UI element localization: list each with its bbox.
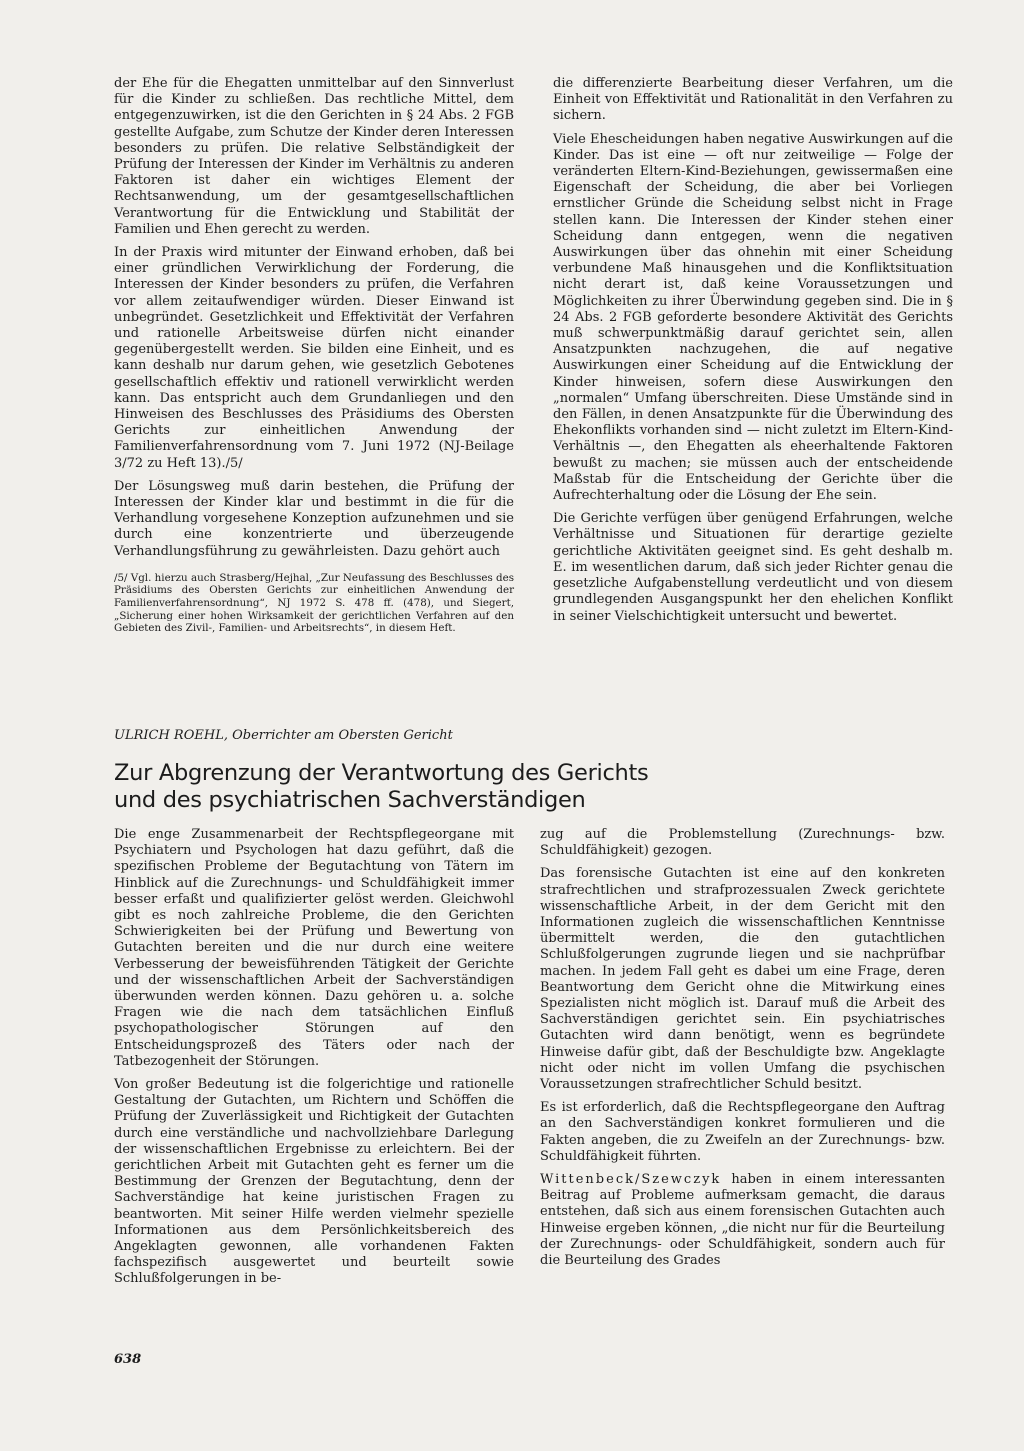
paragraph: Die Gerichte verfügen über genügend Erfahrungen, welche Verhältnisse und Situationen für derartige gezielte gerichtliche Aktivitäten geeignet sind. Es geht deshalb m. E. im wesentlichen darum, daß sich jeder Richter genau die gesetzliche Aufgabenstellung verdeutlicht und von diesem grundlegenden Ausgangspunkt her den ehelichen Konflikt in seiner Vielschichtigkeit untersucht und bewertet. [553,511,953,624]
article-right-column [540,827,945,1276]
footnote-text: /5/ Vgl. hierzu auch Strasberg/Hejhal, „Zur Neufassung des Beschlusses des Präsidiums des Obersten Gerichts zur einheitlichen Anwendung der Familienverfahrensordnung“, NJ 1972 S. 478 ff. (478), und Siegert, „Sicherung einer hohen Wirksamkeit der gerichtlichen Verfahren auf den Gebieten des Zivil-, Familien- und Arbeitsrechts“, in diesem Heft. [114,571,514,635]
paragraph: Viele Ehescheidungen haben negative Auswirkungen auf die Kinder. Das ist eine — oft nur zeitweilige — Folge der veränderten Eltern-Kind-Beziehungen, gewissermaßen eine Eigenschaft der Scheidung, die aber bei Vorliegen ernstlicher Gründe die Scheidung selbst nicht in Frage stellen kann. Die Interessen der Kinder stehen einer Scheidung dann entgegen, wenn die negativen Auswirkungen über das ohnehin mit einer Scheidung verbundene Maß hinausgehen und die Konfliktsituation nicht derart ist, daß keine Voraussetzungen und Möglichkeiten zu ihrer Überwindung gegeben sind. Die in § 24 Abs. 2 FGB geforderte besondere Aktivität des Gerichts muß schwerpunktmäßig darauf gerichtet sein, allen Ansatzpunkten nachzugehen, die auf negative Auswirkungen einer Scheidung auf die Entwicklung der Kinder hinweisen, sofern diese Auswirkungen den „normalen“ Umfang überschreiten. Diese Umstände sind in den Fällen, in denen Ansatzpunkte für die Überwindung des Ehekonflikts vorhanden sind — nicht zuletzt im Eltern-Kind-Verhältnis —, den Ehegatten als eheerhaltende Faktoren bewußt zu machen; sie müssen auch der entscheidende Maßstab für die Entscheidung der Gerichte über die Aufrechterhaltung oder die Lösung der Ehe sein. [553,131,953,504]
paragraph: die differenzierte Bearbeitung dieser Verfahren, um die Einheit von Effektivität und Rationalität in den Verfahren zu sichern. [553,76,953,124]
paragraph: Von großer Bedeutung ist die folgerichtige und rationelle Gestaltung der Gutachten, um Richtern und Schöffen die Prüfung der Zuverlässigkeit und Richtigkeit der Gutachten durch eine verständliche und nachvollziehbare Darlegung der wissenschaftlichen Ergebnisse zu erleichtern. Bei der gerichtlichen Arbeit mit Gutachten geht es ferner um die Bestimmung der Grenzen der Begutachtung, denn der Sachverständige hat keine juristischen Fragen zu beantworten. Mit seiner Hilfe werden vielmehr spezielle Informationen aus dem Persönlichkeitsbereich des Angeklagten gewonnen, alle vorhandenen Fakten fachspezifisch ausgewertet und beurteilt sowie Schlußfolgerungen in be- [114,1077,514,1287]
footnote [114,572,514,635]
article-title [114,760,934,814]
paragraph-text: haben in einem interessanten Beitrag auf Probleme aufmerksam gemacht, die daraus entstehen, daß sich aus einem forensischen Gutachten auch Hinweise ergeben können, „die nicht nur für die Beurteilung der Zurechnungs- oder Schuldfähigkeit, sondern auch für die Beurteilung des Grades [540,1172,945,1269]
paragraph: Der Lösungsweg muß darin bestehen, die Prüfung der Interessen der Kinder klar und bestimmt in die für die Verhandlung vorgesehene Konzeption aufzunehmen und sie durch eine konzentrierte und überzeugende Verhandlungsführung zu gewährleisten. Dazu gehört auch [114,478,514,559]
paragraph [540,1172,945,1269]
page-number: 638 [114,1352,142,1367]
paragraph: Die enge Zusammenarbeit der Rechtspflegeorgane mit Psychiatern und Psychologen hat dazu geführt, daß die spezifischen Probleme der Begutachtung von Tätern im Hinblick auf die Zurechnungs- und Schuldfähigkeit immer besser erfaßt und qualifizierter gelöst werden. Gleichwohl gibt es noch zahlreiche Probleme, die den Gerichten Schwierigkeiten bei der Prüfung und Bewertung von Gutachten bereiten und die nur durch eine weitere Verbesserung der beweisführenden Tätigkeit der Gerichte und der wissenschaftlichen Arbeit der Sachverständigen überwunden werden können. Dazu gehören u. a. solche Fragen wie die nach dem tatsächlichen Einfluß psychopathologischer Störungen auf den Entscheidungsprozeß des Täters oder nach der Tatbezogenheit der Störungen. [114,827,514,1069]
upper-left-column [114,76,514,642]
article-title-line-2: und des psychiatrischen Sachverständigen [114,787,586,813]
article-left-column [114,827,514,1295]
cited-authors: Wittenbeck/Szewczyk [540,1172,722,1188]
paragraph: der Ehe für die Ehegatten unmittelbar auf den Sinnverlust für die Kinder zu schließen. Das rechtliche Mittel, dem entgegenzuwirken, ist die den Gerichten in § 24 Abs. 2 FGB gestellte Aufgabe, zum Schutze der Kinder deren Interessen besonders zu prüfen. Die relative Selbständigkeit der Prüfung der Interessen der Kinder im Verhältnis zu anderen Faktoren ist daher ein wichtiges Element der Rechtsanwendung, um der gesamtgesellschaftlichen Verantwortung für die Entwicklung und Stabilität der Familien und Ehen gerecht zu werden. [114,76,514,237]
upper-right-column [553,76,953,632]
paragraph: Das forensische Gutachten ist eine auf den konkreten strafrechtlichen und strafprozessualen Zweck gerichtete wissenschaftliche Arbeit, in der dem Gericht mit den Informationen zugleich die wissenschaftlichen Kenntnisse übermittelt werden, die den gutachtlichen Schlußfolgerungen zugrunde liegen und sie nachprüfbar machen. In jedem Fall geht es dabei um eine Frage, deren Beantwortung dem Gericht ohne die Mitwirkung eines Spezialisten nicht möglich ist. Darauf muß die Arbeit des Sachverständigen gerichtet sein. Ein psychiatrisches Gutachten wird dann benötigt, wenn es begründete Hinweise dafür gibt, daß der Beschuldigte bzw. Angeklagte nicht oder nicht im vollen Umfang die psychischen Voraussetzungen strafrechtlicher Schuld besitzt. [540,866,945,1093]
paragraph: Es ist erforderlich, daß die Rechtspflegeorgane den Auftrag an den Sachverständigen konkret formulieren und die Fakten angeben, die zu Zweifeln an der Zurechnungs- bzw. Schuldfähigkeit führten. [540,1100,945,1164]
paragraph: zug auf die Problemstellung (Zurechnungs- bzw. Schuldfähigkeit) gezogen. [540,827,945,859]
paragraph: In der Praxis wird mitunter der Einwand erhoben, daß bei einer gründlichen Verwirklichung der Forderung, die Interessen der Kinder besonders zu prüfen, die Verfahren vor allem zeitaufwendiger würden. Dieser Einwand ist unbegründet. Gesetzlichkeit und Effektivität der Verfahren und rationelle Arbeitsweise dürfen nicht einander gegenübergestellt werden. Sie bilden eine Einheit, und es kann deshalb nur darum gehen, wie gesetzlich Gebotenes gesellschaftlich effektiv und rationell verwirklicht werden kann. Das entspricht auch dem Grundanliegen und den Hinweisen des Beschlusses des Präsidiums des Obersten Gerichts zur einheitlichen Anwendung der Familienverfahrensordnung vom 7. Juni 1972 (NJ-Beilage 3/72 zu Heft 13)./5/ [114,245,514,471]
article-title-line-1: Zur Abgrenzung der Verantwortung des Gerichts [114,760,649,786]
article-author: ULRICH ROEHL, Oberrichter am Obersten Gericht [114,728,453,743]
